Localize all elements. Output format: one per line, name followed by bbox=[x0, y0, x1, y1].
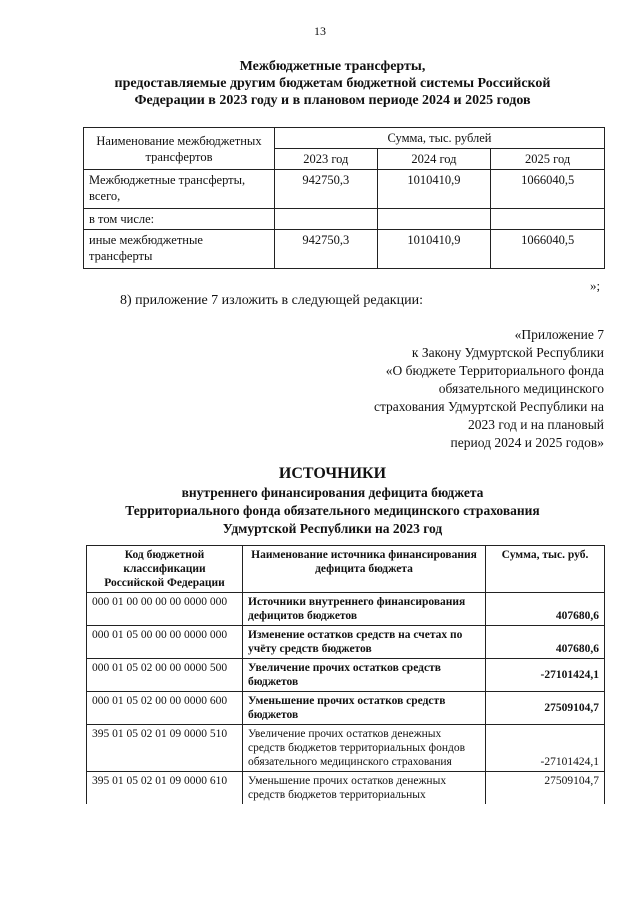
transfers-table bbox=[83, 127, 605, 269]
row-value: 1010410,9 bbox=[377, 230, 491, 269]
appendix-line: период 2024 и 2025 годов» bbox=[450, 435, 604, 450]
sources-title-line: внутреннего финансирования дефицита бюджета bbox=[181, 485, 484, 500]
appendix-header bbox=[300, 326, 604, 452]
row-name: иные межбюджетные трансферты bbox=[84, 230, 275, 269]
row-value: 942750,3 bbox=[275, 230, 378, 269]
transfers-title bbox=[60, 58, 605, 109]
table-row bbox=[84, 230, 605, 269]
header-year: 2025 год bbox=[491, 149, 605, 170]
row-name: Уменьшение прочих остатков средств бюджетов bbox=[243, 692, 486, 725]
table-row bbox=[87, 626, 605, 659]
row-code: 000 01 00 00 00 00 0000 000 bbox=[87, 593, 243, 626]
header-code: Код бюджетной классификации Российской Федерации bbox=[87, 546, 243, 593]
row-amount: 27509104,7 bbox=[486, 692, 605, 725]
row-value: 942750,3 bbox=[275, 170, 378, 209]
row-value bbox=[491, 209, 605, 230]
table-row bbox=[87, 593, 605, 626]
row-name: Увеличение прочих остатков средств бюджетов bbox=[243, 659, 486, 692]
table-row bbox=[87, 692, 605, 725]
appendix-line: «Приложение 7 bbox=[514, 327, 604, 342]
header-transfer-name: Наименование межбюджетных трансфертов bbox=[84, 128, 275, 170]
paragraph-8: 8) приложение 7 изложить в следующей редакции: bbox=[120, 293, 423, 308]
row-value bbox=[275, 209, 378, 230]
table-row bbox=[87, 772, 605, 805]
table-header-row bbox=[84, 128, 605, 149]
row-amount: -27101424,1 bbox=[486, 659, 605, 692]
row-amount: 407680,6 bbox=[486, 593, 605, 626]
closing-quote-mark: »; bbox=[590, 278, 601, 293]
transfers-title-line: Федерации в 2023 году и в плановом периоде 2024 и 2025 годов bbox=[134, 93, 531, 108]
row-name: в том числе: bbox=[84, 209, 275, 230]
sources-table bbox=[86, 545, 605, 804]
header-sum: Сумма, тыс. рублей bbox=[275, 128, 605, 149]
row-amount: -27101424,1 bbox=[486, 725, 605, 772]
header-year: 2023 год bbox=[275, 149, 378, 170]
row-value: 1010410,9 bbox=[377, 170, 491, 209]
row-name: Межбюджетные трансферты, всего, bbox=[84, 170, 275, 209]
appendix-line: 2023 год и на плановый bbox=[468, 417, 604, 432]
table-row bbox=[87, 659, 605, 692]
row-name: Изменение остатков средств на счетах по учёту средств бюджетов bbox=[243, 626, 486, 659]
row-value bbox=[377, 209, 491, 230]
header-year: 2024 год bbox=[377, 149, 491, 170]
header-amount: Сумма, тыс. руб. bbox=[486, 546, 605, 593]
row-name: Увеличение прочих остатков денежных средств бюджетов территориальных фондов обязательного медицинского страхования bbox=[243, 725, 486, 772]
row-name: Уменьшение прочих остатков денежных средств бюджетов территориальных bbox=[243, 772, 486, 805]
transfers-title-line: предоставляемые другим бюджетам бюджетной системы Российской bbox=[114, 76, 551, 91]
appendix-line: «О бюджете Территориального фонда bbox=[385, 363, 604, 378]
appendix-line: обязательного медицинского bbox=[438, 381, 604, 396]
table-row bbox=[87, 725, 605, 772]
sources-title-line: Удмуртской Республики на 2023 год bbox=[222, 521, 443, 536]
appendix-line: к Закону Удмуртской Республики bbox=[411, 345, 604, 360]
row-code: 395 01 05 02 01 09 0000 610 bbox=[87, 772, 243, 805]
transfers-title-line: Межбюджетные трансферты, bbox=[239, 59, 426, 74]
row-amount: 407680,6 bbox=[486, 626, 605, 659]
row-code: 395 01 05 02 01 09 0000 510 bbox=[87, 725, 243, 772]
row-amount: 27509104,7 bbox=[486, 772, 605, 805]
row-name: Источники внутреннего финансирования дефицитов бюджетов bbox=[243, 593, 486, 626]
row-code: 000 01 05 00 00 00 0000 000 bbox=[87, 626, 243, 659]
row-value: 1066040,5 bbox=[491, 170, 605, 209]
row-code: 000 01 05 02 00 00 0000 600 bbox=[87, 692, 243, 725]
page-number: 13 bbox=[314, 24, 326, 38]
table-row bbox=[84, 170, 605, 209]
row-code: 000 01 05 02 00 00 0000 500 bbox=[87, 659, 243, 692]
sources-title bbox=[40, 464, 625, 538]
sources-title-main: ИСТОЧНИКИ bbox=[278, 465, 387, 482]
table-header-row bbox=[87, 546, 605, 593]
sources-title-line: Территориального фонда обязательного медицинского страхования bbox=[125, 503, 540, 518]
header-source-name: Наименование источника финансирования дефицита бюджета bbox=[243, 546, 486, 593]
table-row bbox=[84, 209, 605, 230]
appendix-line: страхования Удмуртской Республики на bbox=[373, 399, 604, 414]
row-value: 1066040,5 bbox=[491, 230, 605, 269]
